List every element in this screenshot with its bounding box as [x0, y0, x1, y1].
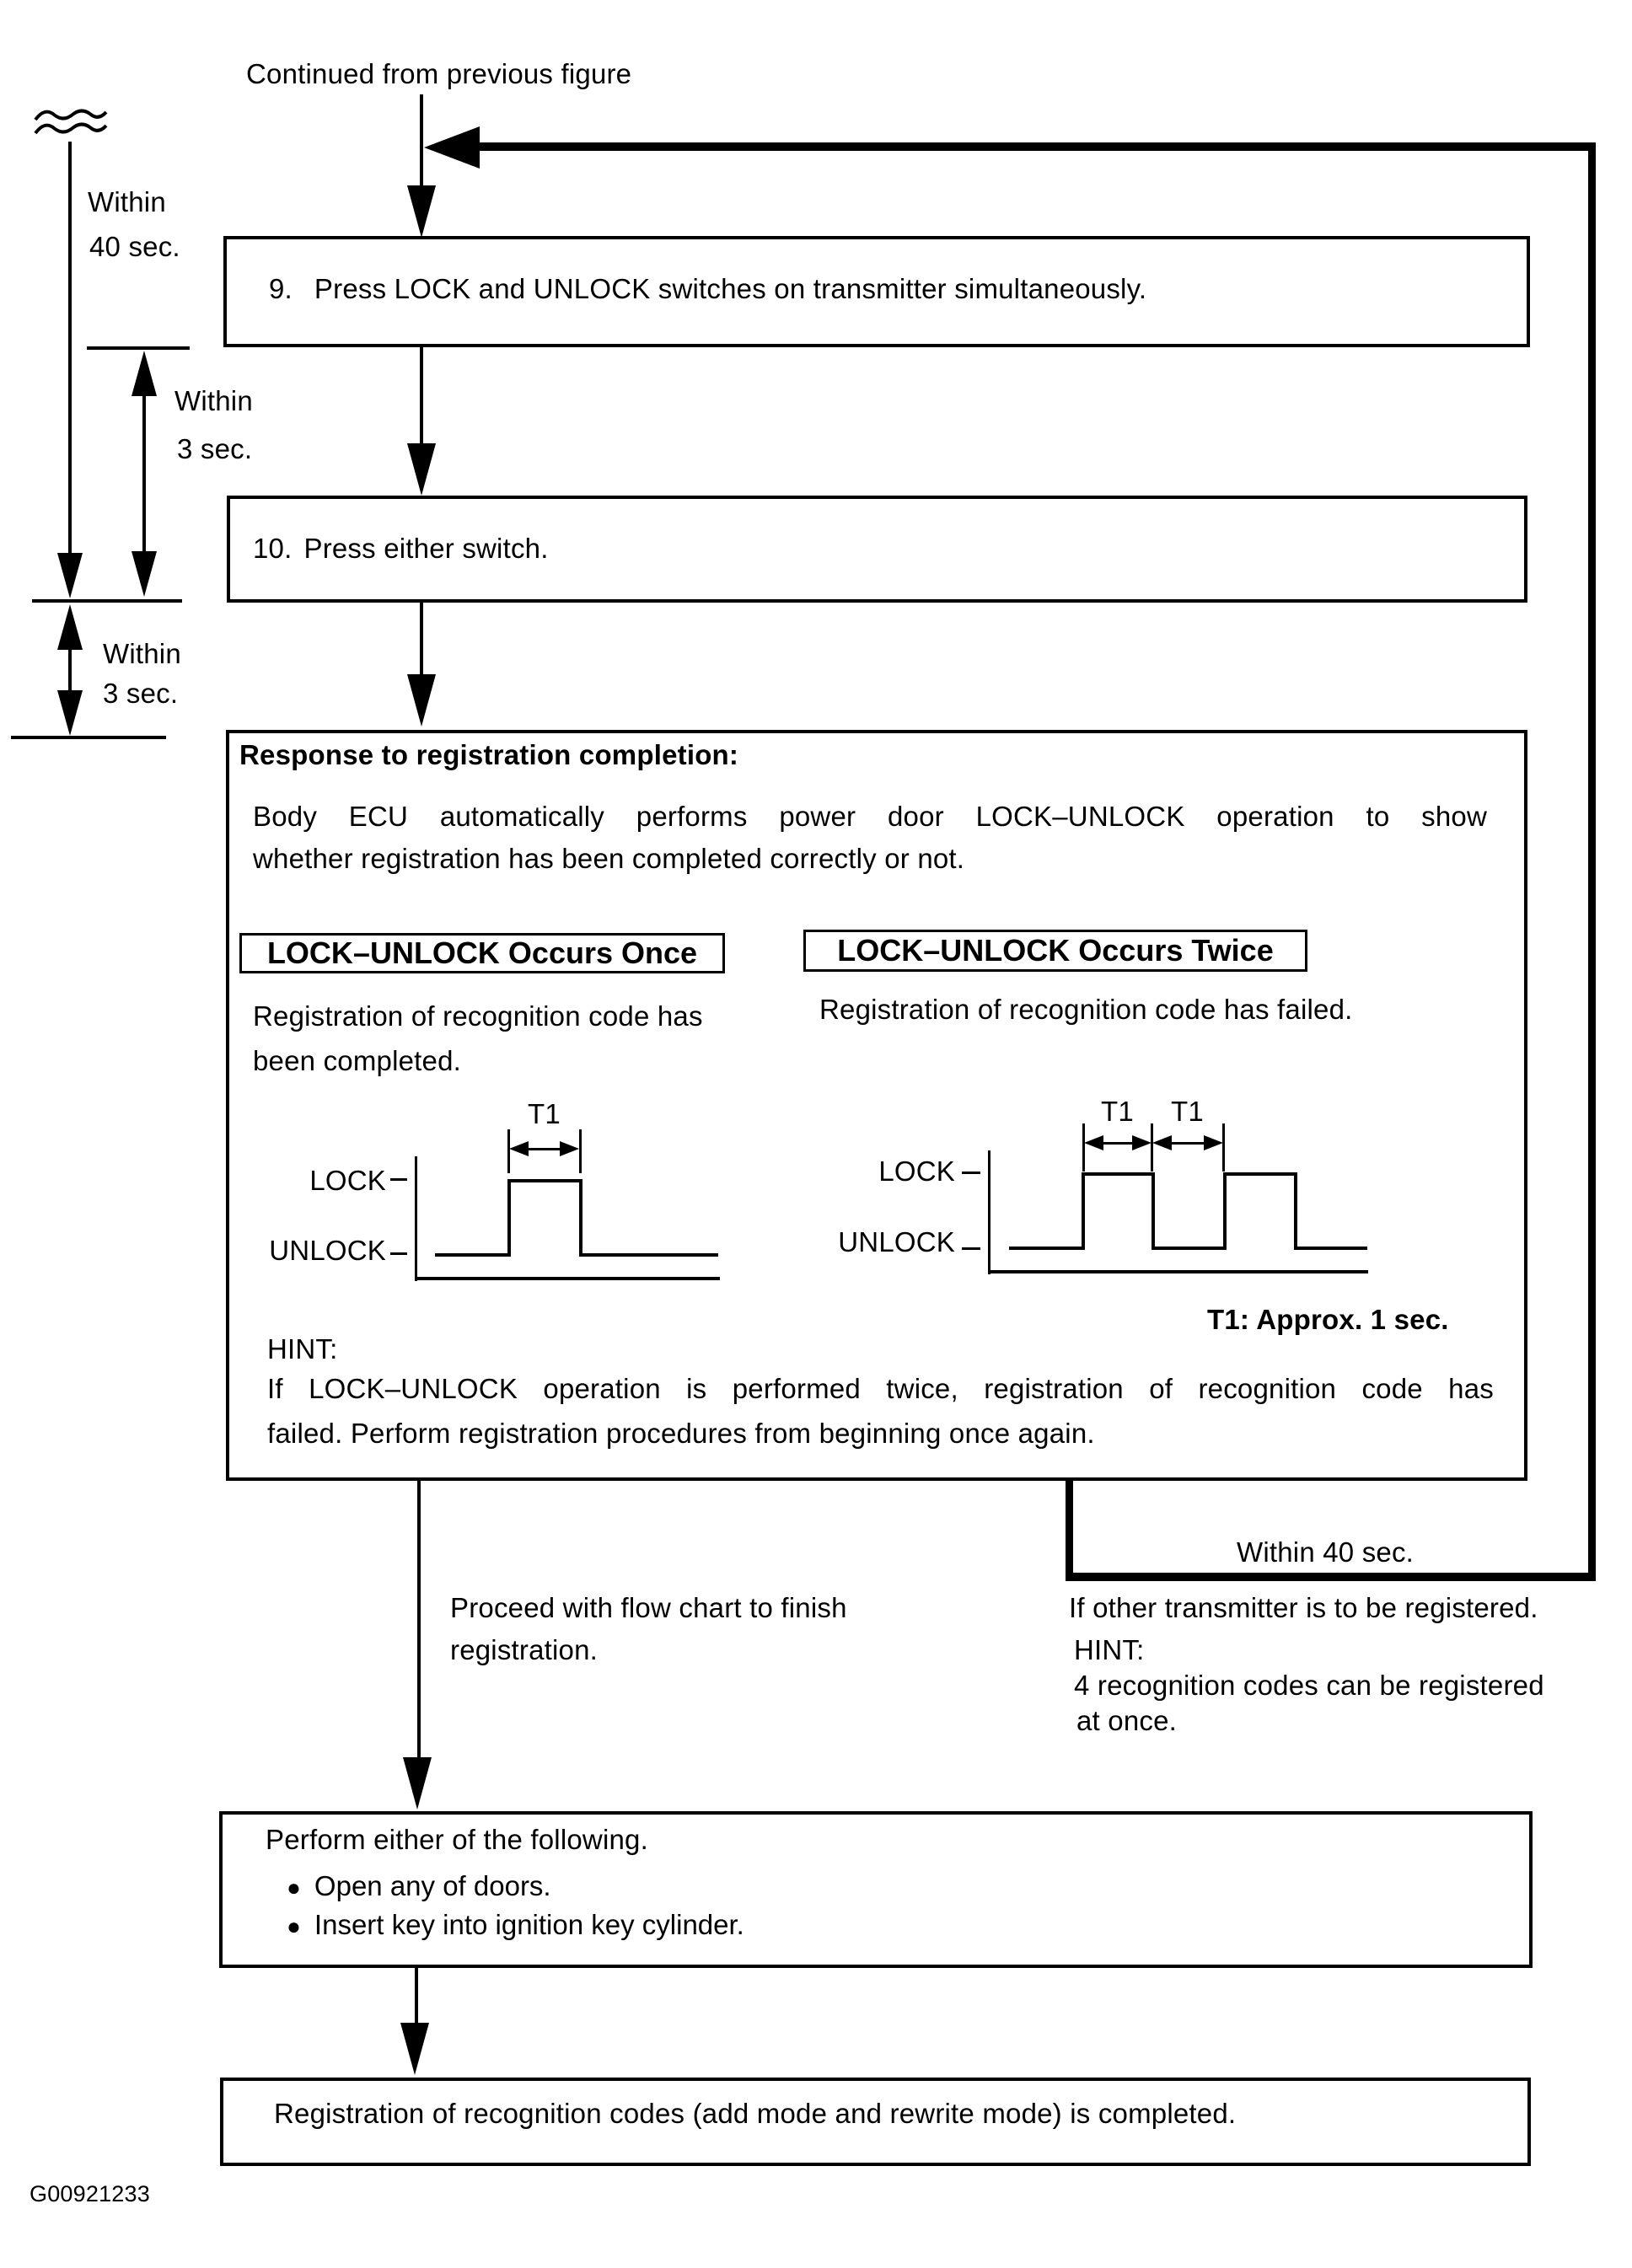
measure-40sec-line — [68, 142, 72, 553]
wf-twice-baseline — [988, 1270, 1368, 1273]
wf-twice-rise2 — [1223, 1172, 1227, 1250]
other-hint-line1: 4 recognition codes can be registered — [1074, 1670, 1544, 1701]
flow-line-top — [420, 94, 423, 187]
wf-twice-t1a-arrowhead-left — [1084, 1135, 1103, 1150]
continued-label: Continued from previous figure — [246, 58, 632, 89]
flow-line-response-perform — [417, 1481, 421, 1759]
wf-once-t1-label: T1 — [528, 1098, 561, 1129]
arrowhead-into-response — [407, 674, 436, 727]
other-hint-title: HINT: — [1074, 1634, 1145, 1665]
response-body-line2: whether registration has been completed correctly or not. — [253, 843, 965, 874]
measure-3sec-b-line — [68, 647, 72, 694]
wf-once-baseline — [415, 1277, 720, 1280]
bullet-icon: ● — [287, 1874, 301, 1901]
measure-3sec-a-line — [142, 371, 146, 565]
flow-line-9-10 — [420, 347, 423, 444]
twice-desc: Registration of recognition code has failed. — [819, 994, 1353, 1025]
response-hint-line2: failed. Perform registration procedures from beginning once again. — [267, 1418, 1095, 1449]
response-title: Response to registration completion: — [239, 739, 739, 770]
t1-note: T1: Approx. 1 sec. — [1207, 1304, 1449, 1335]
response-body-line1: Body ECU automatically performs power door LOCK–UNLOCK operation to show — [253, 801, 1487, 832]
measure-3sec-a-arrowhead-down — [132, 551, 157, 597]
wf-twice-t1b-arrowhead-right — [1204, 1135, 1223, 1150]
within-40sec-label-line2: 40 sec. — [89, 231, 180, 262]
return-line-stub — [1066, 1481, 1073, 1573]
measure-3sec-b-arrowhead-up — [57, 604, 83, 650]
return-line-bottom — [1066, 1573, 1596, 1581]
within-3sec-b-label-line2: 3 sec. — [103, 678, 179, 709]
arrowhead-return-left — [424, 126, 480, 169]
wf-once-t1-arrowhead-left — [509, 1141, 529, 1156]
arrowhead-into-final — [400, 2023, 429, 2075]
perform-item-row-2 — [287, 1910, 744, 1941]
step9-text: Press LOCK and UNLOCK switches on transmitter simultaneously. — [314, 273, 1147, 304]
wf-twice-t1a-label: T1 — [1101, 1096, 1134, 1127]
final-text: Registration of recognition codes (add mode and rewrite mode) is completed. — [274, 2098, 1237, 2129]
measure-3sec-b-arrowhead-down — [57, 690, 83, 736]
step9-row — [269, 274, 1146, 305]
wf-once-t1-tick-right — [579, 1129, 582, 1173]
step9-number: 9. — [269, 273, 293, 304]
bullet-icon: ● — [287, 1913, 301, 1939]
once-desc-line1: Registration of recognition code has — [253, 1000, 703, 1032]
proceed-note-line1: Proceed with flow chart to finish — [450, 1592, 847, 1623]
flow-line-perform-final — [415, 1968, 418, 2025]
wf-twice-t1b-label: T1 — [1171, 1096, 1204, 1127]
wf-twice-low1 — [1009, 1247, 1085, 1250]
arrowhead-into-perform — [403, 1757, 432, 1810]
occurs-once-label: LOCK–UNLOCK Occurs Once — [266, 936, 698, 970]
wf-twice-t1b-arrowhead-left — [1152, 1135, 1172, 1150]
step10-number: 10. — [253, 533, 293, 564]
wf-twice-lock-dash — [962, 1172, 980, 1174]
break-wave-icon — [32, 105, 110, 143]
proceed-note-line2: registration. — [450, 1634, 599, 1665]
wf-once-lock-dash — [390, 1178, 407, 1181]
once-desc-line2: been completed. — [253, 1045, 462, 1076]
within-3sec-a-label-line2: 3 sec. — [177, 433, 253, 464]
wf-twice-high2 — [1223, 1172, 1297, 1176]
wf-twice-t1a-arrowhead-right — [1132, 1135, 1152, 1150]
wf-once-rise — [507, 1179, 511, 1257]
perform-title: Perform either of the following. — [266, 1824, 648, 1855]
within-3sec-b-label-line1: Within — [103, 638, 181, 669]
wf-twice-fall1 — [1152, 1172, 1155, 1250]
occurs-twice-box — [803, 930, 1307, 972]
wf-twice-unlock-dash — [962, 1247, 980, 1250]
within-3sec-a-label-line1: Within — [174, 385, 253, 416]
arrowhead-into-step9 — [407, 185, 436, 238]
wf-once-lock-label: LOCK — [309, 1165, 386, 1196]
wf-once-axis — [415, 1156, 417, 1281]
perform-item-1: Open any of doors. — [314, 1870, 551, 1901]
wf-once-unlock-label: UNLOCK — [269, 1235, 386, 1266]
occurs-once-box — [239, 933, 725, 973]
wf-once-fall — [579, 1179, 582, 1257]
wf-twice-lock-label: LOCK — [878, 1155, 955, 1187]
wf-twice-rise1 — [1082, 1172, 1085, 1250]
wf-once-unlock-dash — [390, 1252, 407, 1255]
within-40sec-label-line1: Within — [88, 186, 166, 217]
wf-once-low1 — [435, 1253, 510, 1257]
perform-item-2: Insert key into ignition key cylinder. — [314, 1909, 744, 1940]
step10-row — [253, 533, 549, 565]
wf-once-high — [507, 1179, 582, 1182]
other-transmitter-note: If other transmitter is to be registered. — [1069, 1592, 1538, 1623]
occurs-twice-label: LOCK–UNLOCK Occurs Twice — [837, 933, 1274, 968]
loop-within-40sec-label: Within 40 sec. — [1237, 1536, 1415, 1568]
wf-twice-high1 — [1082, 1172, 1155, 1176]
wf-twice-axis — [988, 1150, 990, 1274]
wf-twice-fall2 — [1294, 1172, 1297, 1250]
measure-3sec-a-arrowhead-up — [132, 351, 157, 396]
tick-box10-bottom — [32, 599, 182, 603]
return-line-right — [1588, 142, 1596, 1581]
response-hint-line1: If LOCK–UNLOCK operation is performed twice, registration of recognition code has — [267, 1373, 1494, 1404]
wf-once-low2 — [579, 1253, 718, 1257]
perform-item-row-1 — [287, 1871, 551, 1902]
figure-code: G00921233 — [30, 2181, 150, 2206]
tick-response-top — [11, 736, 166, 739]
measure-40sec-arrowhead — [57, 553, 83, 598]
return-line-top — [477, 142, 1596, 151]
wf-twice-low2 — [1152, 1247, 1227, 1250]
step10-text: Press either switch. — [303, 533, 549, 564]
wf-once-t1-arrowhead-right — [560, 1141, 579, 1156]
wf-twice-low3 — [1294, 1247, 1367, 1250]
flow-line-10-response — [420, 603, 423, 677]
response-hint-title: HINT: — [267, 1333, 338, 1365]
other-hint-line2: at once. — [1076, 1705, 1178, 1736]
arrowhead-into-step10 — [407, 443, 436, 496]
tick-box9-bottom — [87, 346, 190, 350]
wf-twice-unlock-label: UNLOCK — [838, 1226, 955, 1257]
